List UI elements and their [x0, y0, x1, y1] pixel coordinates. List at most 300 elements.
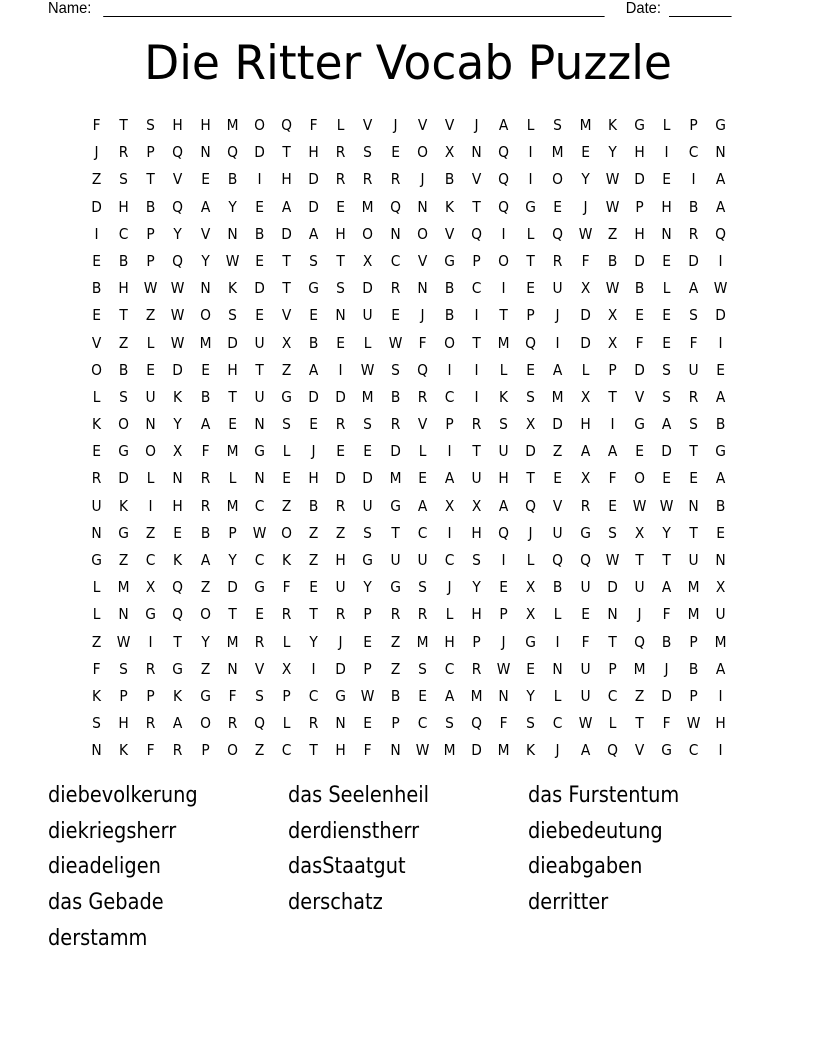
grid-cell[interactable]: H: [444, 632, 455, 651]
grid-cell[interactable]: V: [553, 496, 563, 515]
grid-cell[interactable]: D: [579, 333, 591, 352]
grid-cell[interactable]: U: [498, 442, 509, 461]
grid-cell[interactable]: G: [389, 496, 401, 515]
grid-cell[interactable]: E: [255, 251, 264, 270]
grid-cell[interactable]: R: [471, 415, 482, 434]
grid-cell[interactable]: L: [608, 714, 617, 733]
grid-cell[interactable]: K: [526, 741, 536, 760]
grid-cell[interactable]: K: [119, 741, 129, 760]
grid-cell[interactable]: Q: [606, 741, 618, 760]
grid-cell[interactable]: S: [309, 251, 319, 270]
grid-cell[interactable]: O: [281, 523, 292, 542]
grid-cell[interactable]: E: [92, 442, 101, 461]
grid-cell[interactable]: C: [444, 659, 455, 678]
grid-cell[interactable]: D: [688, 251, 699, 270]
grid-cell[interactable]: Z: [146, 306, 156, 325]
grid-cell[interactable]: R: [336, 415, 346, 434]
grid-cell[interactable]: E: [662, 333, 671, 352]
grid-cell[interactable]: C: [281, 741, 292, 760]
grid-cell[interactable]: S: [526, 714, 536, 733]
grid-cell[interactable]: M: [416, 632, 429, 651]
grid-cell[interactable]: T: [390, 523, 400, 542]
grid-cell[interactable]: P: [635, 197, 644, 216]
grid-cell[interactable]: U: [471, 469, 482, 488]
grid-cell[interactable]: M: [552, 143, 564, 162]
grid-cell[interactable]: A: [716, 659, 726, 678]
grid-cell[interactable]: P: [200, 741, 210, 760]
grid-cell[interactable]: I: [501, 279, 506, 298]
grid-cell[interactable]: D: [172, 360, 184, 379]
grid-cell[interactable]: E: [336, 333, 346, 352]
grid-cell[interactable]: U: [715, 605, 726, 624]
grid-cell[interactable]: U: [634, 578, 645, 597]
grid-cell[interactable]: I: [718, 686, 723, 705]
grid-cell[interactable]: K: [119, 496, 129, 515]
grid-cell[interactable]: F: [146, 741, 155, 760]
grid-cell[interactable]: A: [716, 469, 726, 488]
grid-cell[interactable]: C: [417, 714, 428, 733]
grid-cell[interactable]: T: [526, 251, 536, 270]
grid-cell[interactable]: P: [119, 686, 128, 705]
grid-cell[interactable]: U: [688, 551, 699, 569]
grid-cell[interactable]: G: [661, 741, 672, 760]
grid-cell[interactable]: D: [308, 197, 320, 216]
grid-cell[interactable]: N: [715, 143, 726, 162]
grid-cell[interactable]: R: [227, 714, 238, 733]
grid-cell[interactable]: X: [580, 279, 590, 298]
grid-cell[interactable]: Y: [228, 197, 237, 216]
grid-cell[interactable]: C: [254, 496, 265, 515]
grid-cell[interactable]: W: [171, 306, 185, 325]
grid-cell[interactable]: U: [580, 659, 591, 678]
grid-cell[interactable]: X: [281, 333, 292, 352]
grid-cell[interactable]: Y: [608, 143, 617, 162]
grid-cell[interactable]: U: [145, 387, 156, 406]
grid-cell[interactable]: M: [497, 333, 510, 352]
grid-cell[interactable]: V: [444, 116, 455, 134]
grid-cell[interactable]: D: [525, 442, 537, 461]
grid-cell[interactable]: O: [552, 170, 564, 189]
grid-cell[interactable]: D: [634, 170, 645, 189]
grid-cell[interactable]: R: [336, 170, 346, 189]
grid-cell[interactable]: H: [118, 279, 129, 298]
grid-cell[interactable]: H: [579, 415, 591, 434]
grid-cell[interactable]: F: [662, 605, 671, 624]
grid-cell[interactable]: M: [470, 686, 483, 705]
grid-cell[interactable]: R: [146, 659, 156, 678]
grid-cell[interactable]: S: [92, 714, 101, 733]
grid-cell[interactable]: S: [363, 143, 373, 162]
grid-cell[interactable]: Z: [308, 551, 319, 569]
grid-cell[interactable]: Q: [525, 333, 537, 352]
grid-cell[interactable]: R: [200, 469, 210, 488]
grid-cell[interactable]: W: [632, 496, 647, 515]
grid-cell[interactable]: A: [580, 741, 590, 760]
grid-cell[interactable]: Z: [200, 578, 210, 597]
grid-cell[interactable]: S: [363, 523, 373, 542]
grid-cell[interactable]: N: [552, 659, 564, 678]
grid-cell[interactable]: C: [254, 551, 265, 569]
grid-cell[interactable]: Q: [471, 714, 482, 733]
grid-cell[interactable]: W: [171, 333, 185, 352]
grid-cell[interactable]: D: [226, 578, 238, 597]
grid-cell[interactable]: D: [471, 741, 482, 760]
grid-cell[interactable]: A: [498, 496, 509, 515]
grid-cell[interactable]: O: [118, 415, 130, 434]
grid-cell[interactable]: H: [227, 360, 238, 379]
grid-cell[interactable]: I: [718, 251, 723, 270]
grid-cell[interactable]: C: [607, 686, 618, 705]
grid-cell[interactable]: T: [282, 251, 291, 270]
grid-cell[interactable]: G: [715, 442, 727, 461]
grid-cell[interactable]: T: [228, 605, 237, 624]
grid-cell[interactable]: X: [607, 306, 617, 325]
grid-cell[interactable]: M: [714, 632, 727, 651]
grid-cell[interactable]: H: [335, 741, 347, 760]
grid-cell[interactable]: V: [363, 116, 373, 134]
grid-cell[interactable]: G: [335, 686, 347, 705]
grid-cell[interactable]: P: [363, 605, 373, 624]
grid-cell[interactable]: Q: [498, 170, 510, 189]
grid-cell[interactable]: W: [361, 686, 375, 705]
grid-cell[interactable]: H: [308, 469, 319, 488]
grid-cell[interactable]: Q: [471, 224, 482, 243]
grid-cell[interactable]: V: [173, 170, 183, 189]
grid-cell[interactable]: T: [119, 306, 128, 325]
grid-cell[interactable]: D: [254, 279, 265, 298]
grid-cell[interactable]: F: [581, 632, 590, 651]
grid-cell[interactable]: Q: [498, 523, 510, 542]
grid-cell[interactable]: A: [716, 170, 726, 189]
grid-cell[interactable]: Z: [118, 551, 129, 569]
grid-cell[interactable]: G: [254, 442, 265, 461]
grid-cell[interactable]: P: [526, 306, 535, 325]
grid-cell[interactable]: B: [661, 632, 672, 651]
grid-cell[interactable]: Q: [579, 551, 591, 569]
grid-cell[interactable]: X: [363, 251, 373, 270]
grid-cell[interactable]: B: [688, 197, 699, 216]
grid-cell[interactable]: T: [119, 116, 128, 134]
grid-cell[interactable]: D: [661, 686, 672, 705]
grid-cell[interactable]: W: [605, 279, 620, 298]
grid-cell[interactable]: N: [417, 197, 428, 216]
grid-cell[interactable]: J: [583, 197, 588, 216]
grid-cell[interactable]: Q: [172, 578, 184, 597]
grid-cell[interactable]: Q: [172, 143, 184, 162]
grid-cell[interactable]: Z: [146, 523, 156, 542]
grid-cell[interactable]: G: [525, 632, 537, 651]
grid-cell[interactable]: L: [336, 116, 345, 134]
grid-cell[interactable]: E: [553, 469, 563, 488]
grid-cell[interactable]: C: [688, 143, 699, 162]
grid-cell[interactable]: S: [146, 116, 156, 134]
grid-cell[interactable]: M: [552, 387, 564, 406]
grid-cell[interactable]: M: [633, 659, 646, 678]
grid-cell[interactable]: H: [335, 551, 347, 569]
grid-cell[interactable]: Y: [200, 251, 210, 270]
grid-cell[interactable]: K: [173, 551, 183, 569]
grid-cell[interactable]: X: [526, 415, 536, 434]
grid-cell[interactable]: I: [474, 306, 479, 325]
grid-cell[interactable]: E: [363, 714, 373, 733]
grid-cell[interactable]: A: [661, 578, 672, 597]
grid-cell[interactable]: T: [146, 170, 156, 189]
grid-cell[interactable]: N: [688, 496, 699, 515]
grid-cell[interactable]: R: [417, 605, 428, 624]
grid-cell[interactable]: E: [92, 251, 101, 270]
grid-cell[interactable]: N: [254, 415, 265, 434]
grid-cell[interactable]: U: [580, 686, 591, 705]
grid-cell[interactable]: G: [254, 578, 265, 597]
grid-cell[interactable]: K: [92, 415, 102, 434]
grid-cell[interactable]: T: [662, 551, 671, 569]
grid-cell[interactable]: S: [282, 415, 291, 434]
grid-cell[interactable]: R: [336, 496, 346, 515]
grid-cell[interactable]: B: [308, 496, 319, 515]
grid-cell[interactable]: R: [200, 496, 210, 515]
grid-cell[interactable]: N: [661, 224, 672, 243]
grid-cell[interactable]: M: [687, 578, 700, 597]
grid-cell[interactable]: S: [336, 279, 346, 298]
grid-cell[interactable]: I: [148, 496, 153, 515]
grid-cell[interactable]: R: [390, 170, 400, 189]
grid-cell[interactable]: Q: [389, 197, 401, 216]
grid-cell[interactable]: M: [226, 116, 239, 134]
grid-cell[interactable]: B: [118, 251, 129, 270]
grid-cell[interactable]: I: [664, 143, 669, 162]
grid-cell[interactable]: X: [607, 333, 617, 352]
grid-cell[interactable]: S: [472, 551, 481, 569]
grid-cell[interactable]: I: [338, 360, 343, 379]
grid-cell[interactable]: Q: [172, 605, 184, 624]
grid-cell[interactable]: G: [525, 197, 537, 216]
grid-cell[interactable]: G: [634, 116, 645, 134]
grid-cell[interactable]: S: [662, 387, 671, 406]
grid-cell[interactable]: N: [91, 741, 102, 760]
grid-cell[interactable]: T: [608, 632, 617, 651]
grid-cell[interactable]: A: [444, 686, 455, 705]
grid-cell[interactable]: K: [227, 279, 237, 298]
grid-cell[interactable]: S: [553, 116, 563, 134]
grid-cell[interactable]: I: [148, 632, 153, 651]
grid-cell[interactable]: L: [662, 279, 671, 298]
grid-cell[interactable]: I: [501, 224, 506, 243]
grid-cell[interactable]: Q: [498, 143, 510, 162]
grid-cell[interactable]: R: [146, 714, 156, 733]
grid-cell[interactable]: S: [689, 306, 699, 325]
grid-cell[interactable]: E: [635, 306, 644, 325]
grid-cell[interactable]: G: [199, 686, 211, 705]
grid-cell[interactable]: U: [552, 279, 564, 298]
grid-cell[interactable]: W: [496, 659, 511, 678]
grid-cell[interactable]: H: [118, 714, 129, 733]
grid-cell[interactable]: S: [390, 360, 400, 379]
grid-cell[interactable]: L: [147, 333, 155, 352]
grid-cell[interactable]: V: [254, 659, 265, 678]
grid-cell[interactable]: T: [608, 387, 617, 406]
grid-cell[interactable]: S: [445, 714, 454, 733]
grid-cell[interactable]: G: [91, 551, 102, 569]
grid-cell[interactable]: N: [199, 143, 211, 162]
grid-cell[interactable]: R: [308, 714, 319, 733]
grid-cell[interactable]: E: [580, 143, 590, 162]
grid-cell[interactable]: F: [364, 741, 372, 760]
grid-cell[interactable]: D: [389, 442, 401, 461]
grid-cell[interactable]: E: [336, 197, 346, 216]
grid-cell[interactable]: E: [255, 605, 264, 624]
grid-cell[interactable]: N: [335, 306, 347, 325]
grid-cell[interactable]: P: [608, 360, 617, 379]
grid-cell[interactable]: E: [92, 306, 101, 325]
grid-cell[interactable]: E: [580, 605, 590, 624]
grid-cell[interactable]: B: [607, 251, 617, 270]
grid-cell[interactable]: U: [552, 523, 564, 542]
grid-cell[interactable]: G: [634, 415, 645, 434]
grid-cell[interactable]: T: [472, 442, 481, 461]
grid-cell[interactable]: R: [336, 605, 346, 624]
grid-cell[interactable]: A: [607, 442, 617, 461]
grid-cell[interactable]: M: [443, 741, 456, 760]
grid-cell[interactable]: T: [309, 605, 318, 624]
grid-cell[interactable]: Y: [228, 551, 237, 569]
grid-cell[interactable]: E: [635, 442, 644, 461]
grid-cell[interactable]: L: [92, 605, 101, 624]
grid-cell[interactable]: E: [363, 442, 373, 461]
grid-cell[interactable]: Y: [200, 632, 210, 651]
grid-cell[interactable]: R: [688, 224, 699, 243]
grid-cell[interactable]: A: [498, 116, 509, 134]
grid-cell[interactable]: L: [147, 469, 155, 488]
grid-cell[interactable]: Q: [498, 197, 510, 216]
grid-cell[interactable]: N: [389, 741, 401, 760]
grid-cell[interactable]: A: [716, 387, 726, 406]
grid-cell[interactable]: D: [606, 578, 618, 597]
grid-cell[interactable]: E: [309, 415, 319, 434]
grid-cell[interactable]: X: [526, 578, 536, 597]
grid-cell[interactable]: Q: [552, 224, 564, 243]
grid-cell[interactable]: G: [172, 659, 184, 678]
grid-cell[interactable]: H: [172, 496, 184, 515]
grid-cell[interactable]: B: [200, 523, 210, 542]
grid-cell[interactable]: V: [281, 306, 292, 325]
grid-cell[interactable]: R: [91, 469, 102, 488]
grid-cell[interactable]: W: [116, 632, 131, 651]
grid-cell[interactable]: W: [578, 714, 592, 733]
grid-cell[interactable]: T: [255, 360, 264, 379]
grid-cell[interactable]: K: [173, 387, 183, 406]
grid-cell[interactable]: Q: [715, 224, 727, 243]
grid-cell[interactable]: N: [227, 224, 238, 243]
grid-cell[interactable]: D: [281, 224, 292, 243]
grid-cell[interactable]: E: [526, 279, 536, 298]
grid-cell[interactable]: J: [474, 116, 479, 134]
grid-cell[interactable]: Q: [172, 197, 184, 216]
grid-cell[interactable]: U: [390, 551, 401, 569]
grid-cell[interactable]: G: [444, 251, 455, 270]
grid-cell[interactable]: O: [498, 251, 510, 270]
grid-cell[interactable]: O: [91, 360, 102, 379]
grid-cell[interactable]: A: [444, 469, 455, 488]
grid-cell[interactable]: J: [664, 659, 669, 678]
grid-cell[interactable]: N: [91, 523, 102, 542]
grid-cell[interactable]: J: [447, 578, 452, 597]
grid-cell[interactable]: P: [146, 224, 156, 243]
grid-cell[interactable]: G: [118, 523, 130, 542]
grid-cell[interactable]: Z: [308, 523, 319, 542]
grid-cell[interactable]: R: [173, 741, 183, 760]
grid-cell[interactable]: I: [474, 387, 479, 406]
grid-cell[interactable]: B: [200, 387, 210, 406]
grid-cell[interactable]: J: [94, 143, 99, 162]
grid-cell[interactable]: J: [311, 442, 316, 461]
grid-cell[interactable]: E: [363, 632, 373, 651]
grid-cell[interactable]: U: [335, 578, 346, 597]
grid-cell[interactable]: T: [689, 523, 698, 542]
grid-cell[interactable]: Z: [254, 741, 265, 760]
grid-cell[interactable]: I: [718, 333, 723, 352]
grid-cell[interactable]: L: [92, 387, 101, 406]
grid-cell[interactable]: W: [605, 551, 620, 569]
grid-cell[interactable]: N: [254, 469, 265, 488]
grid-cell[interactable]: D: [362, 469, 374, 488]
grid-cell[interactable]: Q: [552, 551, 564, 569]
grid-cell[interactable]: T: [526, 469, 536, 488]
grid-cell[interactable]: J: [420, 170, 425, 189]
grid-cell[interactable]: S: [119, 170, 129, 189]
grid-cell[interactable]: R: [363, 170, 373, 189]
grid-cell[interactable]: K: [92, 686, 102, 705]
grid-cell[interactable]: P: [445, 415, 454, 434]
grid-cell[interactable]: L: [526, 116, 535, 134]
grid-cell[interactable]: O: [199, 306, 211, 325]
grid-cell[interactable]: W: [415, 741, 430, 760]
grid-cell[interactable]: H: [118, 197, 129, 216]
grid-cell[interactable]: E: [662, 170, 671, 189]
grid-cell[interactable]: J: [555, 741, 560, 760]
grid-cell[interactable]: Q: [253, 714, 265, 733]
grid-cell[interactable]: J: [338, 632, 343, 651]
grid-cell[interactable]: M: [389, 469, 402, 488]
grid-cell[interactable]: C: [444, 551, 455, 569]
grid-cell[interactable]: E: [200, 360, 210, 379]
grid-cell[interactable]: R: [118, 143, 129, 162]
grid-cell[interactable]: C: [118, 224, 129, 243]
grid-cell[interactable]: D: [308, 170, 320, 189]
grid-cell[interactable]: Z: [634, 686, 645, 705]
grid-cell[interactable]: N: [389, 224, 401, 243]
grid-cell[interactable]: R: [688, 387, 699, 406]
grid-cell[interactable]: H: [661, 197, 672, 216]
grid-cell[interactable]: D: [91, 197, 102, 216]
grid-cell[interactable]: A: [716, 197, 726, 216]
grid-cell[interactable]: T: [336, 251, 346, 270]
grid-cell[interactable]: Z: [118, 333, 129, 352]
grid-cell[interactable]: O: [362, 224, 374, 243]
grid-cell[interactable]: E: [716, 523, 726, 542]
grid-cell[interactable]: D: [715, 306, 727, 325]
grid-cell[interactable]: X: [444, 496, 455, 515]
grid-cell[interactable]: B: [444, 306, 455, 325]
grid-cell[interactable]: B: [390, 387, 400, 406]
grid-cell[interactable]: I: [257, 170, 262, 189]
grid-cell[interactable]: K: [607, 116, 617, 134]
grid-cell[interactable]: U: [580, 578, 591, 597]
grid-cell[interactable]: N: [118, 605, 129, 624]
grid-cell[interactable]: Z: [390, 659, 400, 678]
grid-cell[interactable]: J: [501, 632, 506, 651]
grid-cell[interactable]: I: [447, 523, 452, 542]
grid-cell[interactable]: L: [282, 442, 291, 461]
